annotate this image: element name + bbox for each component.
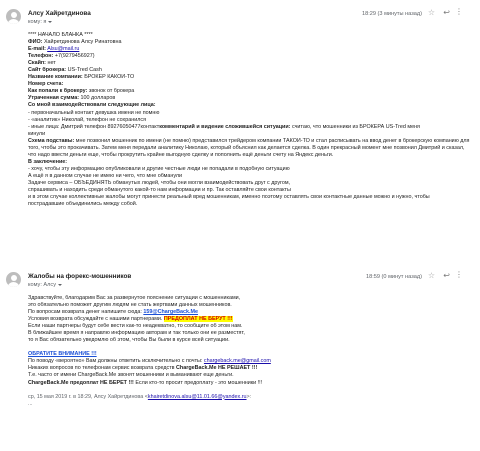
reply-icon[interactable]: ↩	[443, 8, 450, 17]
body-line: По вопросам возврата денег напишите сюда: 159@ChargeBack.Me	[28, 309, 199, 316]
email-link[interactable]: Alsu@mail.ru	[47, 46, 80, 53]
body-line: это обязательно поможет другим людям не стать жертвами данных мошенников.	[28, 302, 232, 309]
body-line: В заключение:	[28, 158, 68, 165]
body-line: Как попали к брокеру: звонок от брокера	[28, 88, 135, 95]
body-line: Номер счета:	[28, 81, 64, 88]
body-line: Здравствуйте, благодарим Вас за развернутое пояснение ситуации с мошенниками,	[28, 295, 241, 301]
body-line: ChargeBack.Me предоплат НЕ БЕРЕТ !!! Если кто-то просит предоплату - это мошенники !!!	[28, 379, 263, 386]
body-line: Утраченная сумма: 100 долларов	[28, 95, 116, 102]
body-line: Телефон: +7(9279456927)	[28, 53, 95, 60]
chevron-down-icon[interactable]	[48, 21, 52, 23]
chevron-down-icon[interactable]	[58, 284, 62, 286]
body-line: то я Вас обязательно уведомлю об этом, чтобы Вы были в курсе всей ситуации.	[28, 337, 230, 344]
message-body	[28, 295, 470, 408]
body-line: Условия возврата обсуждайте с нашими партнерами. ПРЕДОПЛАТ НЕ БЕРУТ !!!	[28, 316, 233, 323]
body-line: - хочу, чтобы эту информацию опубликовали и другие честные люди не попадали в подобную ситуацию	[28, 165, 290, 172]
body-line: В ближайшее время я направлю информацию авторам и так только они ее разместят,	[28, 330, 245, 337]
body-line: ОБРАТИТЕ ВНИМАНИЕ !!!	[28, 351, 97, 358]
email-message-2	[0, 271, 480, 408]
more-options-icon[interactable]: ⋮	[455, 7, 463, 16]
body-line: кинули	[28, 130, 46, 137]
body-line: По поводу «вероятно» Вам должны ответить исключительно с почты: chargeback.me@gmail.com	[28, 358, 271, 365]
message-date: 18:29 (3 минуты назад)	[361, 11, 422, 17]
body-line: Задаче сервиса – ОБЪЕДИНЯТЬ обманутых людей, чтобы они могли взаимодействовать друг с другом,	[28, 179, 291, 186]
body-line: E-mail: Alsu@mail.ru	[28, 46, 80, 53]
email-link[interactable]: khairetdinova.alsu@11.01.66@yandex.ru	[147, 393, 247, 400]
email-link[interactable]: 159@ChargeBack.Me	[143, 309, 199, 316]
body-line: Скайп: нет	[28, 60, 56, 67]
email-message-1	[0, 8, 480, 208]
recipient-line[interactable]: кому: я	[28, 19, 52, 25]
body-line: спрашивать и находить среди обманутого какой-то нам информации и пр. Так оставляйте свои контакты	[28, 187, 291, 194]
recipient-line[interactable]: кому: Алсу	[28, 282, 62, 288]
body-line: Если наши партнеры будут себе вести как-то неадекватно, то сообщите об этом нам.	[28, 323, 243, 330]
body-line: Т.е. часто от имени ChargeBack.Me звонят мошенники и выманивают еще деньги.	[28, 372, 234, 379]
quote-header: ср, 15 мая 2019 г. в 18:29, Алсу Хайретдинова <khairetdinova.alsu@11.01.66@yandex.ru>:	[28, 393, 252, 400]
highlight-text: ПРЕДОПЛАТ НЕ БЕРУТ !!!	[163, 316, 233, 323]
sender-name[interactable]: Жалобы на форекс-мошенников	[28, 273, 132, 280]
body-line: Никаких вопросов по телефонам сервис возврата средств ChargeBack.Me НЕ РЕШАЕТ !!!	[28, 365, 258, 372]
sender-name[interactable]: Алсу Хайретдинова	[28, 10, 91, 17]
body-paragraph: Схема подставы: мне позвонил мошенник по имени (не помню) представился трейдером компании ТАКОЙ-ТО и стал расписывать на ввод денег в брокерскую компанию для того, чтобы это прокачивать. Затем меня передали аналитику Николаю, который объяснил как делается сделка. В один прекрасный момент мне позвонил Дмитрий и сказал, что надо ввести деньги еще, чтобы прокрутить крайне выгодную сделку и пополнить ещё деньги счету на Яндекс деньги.	[28, 137, 470, 158]
body-line: и в этом случае коллективные жалобы могут принести реальный вред мошенникам, именно поэтому оставлять свои контактные данные можно и нужно, чтобы	[28, 194, 430, 201]
show-trimmed-content[interactable]: ...	[28, 400, 33, 407]
avatar[interactable]	[6, 272, 21, 287]
body-line: ФИО: Хайретдинова Алсу Ринатовна	[28, 39, 122, 46]
star-icon[interactable]: ☆	[427, 271, 435, 280]
message-header[interactable]	[0, 8, 480, 32]
message-header[interactable]	[0, 271, 480, 295]
message-date: 18:59 (0 минут назад)	[366, 274, 422, 280]
body-line: Сайт брокера: US-Tred Cash	[28, 67, 102, 74]
star-icon[interactable]: ☆	[427, 8, 435, 17]
body-line: **** НАЧАЛО БЛАНКА ****	[28, 32, 93, 38]
body-line: А ещё я в данном случае не имею ни чего, что мне обманули	[28, 172, 183, 179]
body-line: Со мной взаимодействовали следующие лица:	[28, 102, 156, 109]
body-line: - иные лица: Дмитрий телефон 89276050477контакткомментарий и видение сложившейся ситуации: считаю, что мошенники из БРОКЕРА US-Tred меня	[28, 123, 420, 130]
body-line: - «аналитик» Николай, телефон не сохранился	[28, 116, 146, 123]
body-line: Название компании: БРОКЕР КАКОЙ-ТО	[28, 74, 135, 81]
avatar[interactable]	[6, 9, 21, 24]
email-link[interactable]: chargeback.me@gmail.com	[203, 358, 271, 365]
reply-icon[interactable]: ↩	[443, 271, 450, 280]
body-line: пострадавшие объединились между собой.	[28, 201, 138, 208]
more-options-icon[interactable]: ⋮	[455, 270, 463, 279]
body-line: - первоначальный контакт девушка имени не помню	[28, 109, 160, 116]
message-body	[28, 32, 470, 208]
